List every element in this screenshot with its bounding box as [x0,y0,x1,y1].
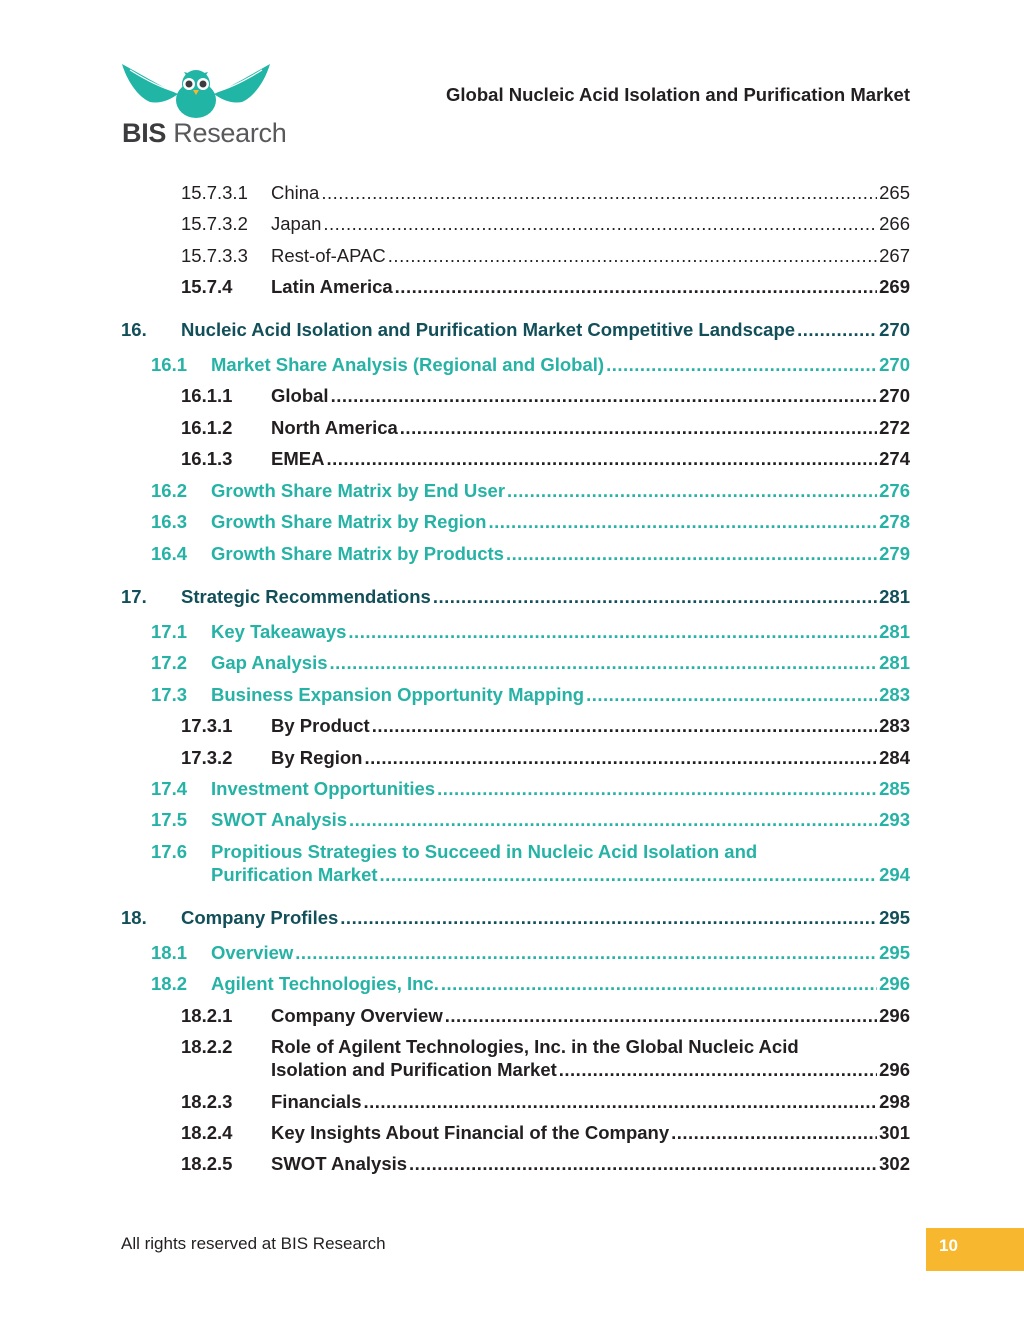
toc-entry-number: 16.2 [151,480,188,501]
dot-leader [671,1121,877,1145]
toc-entry[interactable] [0,840,1024,888]
toc-entry-page: 296 [879,1059,910,1080]
toc-entry-number: 15.7.4 [181,276,233,297]
toc-entry-number: 15.7.3.1 [181,182,248,203]
dot-leader [372,714,877,738]
toc-entry-title: China [271,182,320,203]
dot-leader [797,318,877,342]
toc-entry-number: 16.1.3 [181,448,233,469]
toc-entry-number: 17.3.1 [181,715,233,736]
toc-entry-page: 296 [879,973,910,994]
dot-leader [348,620,877,644]
dot-leader [388,244,877,268]
toc-entry-page: 265 [879,182,910,203]
toc-entry-page: 281 [879,586,910,607]
toc-entry[interactable] [0,416,1024,440]
toc-entry-title: Company Overview [271,1005,443,1026]
toc-entry-title: SWOT Analysis [211,809,348,830]
toc-entry-title: By Product [271,715,370,736]
toc-entry-number: 18.2.4 [181,1122,233,1143]
logo-wordmark: BIS Research [122,118,287,148]
toc-entry[interactable] [0,1152,1024,1176]
toc-entry-page: 295 [879,942,910,963]
toc-entry-number: 18.2.2 [181,1036,233,1057]
dot-leader [433,585,877,609]
toc-entry-title: Gap Analysis [211,652,328,673]
toc-entry-page: 270 [879,319,910,340]
toc-entry-page: 284 [879,747,910,768]
toc-entry-page: 298 [879,1091,910,1112]
dot-leader [437,777,877,801]
dot-leader [330,651,878,675]
toc-entry-title: North America [271,417,398,438]
dot-leader [395,275,877,299]
toc-entry-title: Global [271,385,329,406]
dot-leader [331,384,878,408]
toc-entry-number: 18.2.1 [181,1005,233,1026]
toc-entry-title: Financials [271,1091,362,1112]
toc-entry-title: Growth Share Matrix by Products [211,543,504,564]
toc-entry-page: 294 [879,864,910,885]
toc-entry-number: 16.1 [151,354,188,375]
toc-entry[interactable] [0,808,1024,832]
toc-entry-title: Company Profiles [181,907,339,928]
toc-entry-page: 285 [879,778,910,799]
toc-entry-page: 267 [879,245,910,266]
toc-entry-page: 295 [879,907,910,928]
toc-entry[interactable] [0,275,1024,299]
toc-entry[interactable] [0,585,1024,609]
toc-entry-number: 16.3 [151,511,188,532]
toc-entry-number: 15.7.3.3 [181,245,248,266]
toc-entry-number: 17.3 [151,684,188,705]
toc-entry[interactable] [0,447,1024,471]
toc-entry-number: 18.2.3 [181,1091,233,1112]
toc-entry-title: EMEA [271,448,325,469]
toc-entry-number: 17.6 [151,841,188,862]
dot-leader [349,808,877,832]
toc-entry[interactable] [0,972,1024,996]
toc-entry-number: 17.4 [151,778,188,799]
toc-entry[interactable] [0,746,1024,770]
footer-copyright: All rights reserved at BIS Research [121,1234,386,1253]
toc-entry[interactable] [0,777,1024,801]
toc-entry-title: Investment Opportunities [211,778,436,799]
toc-entry[interactable] [0,683,1024,707]
toc-entry[interactable] [0,941,1024,965]
dot-leader [409,1152,877,1176]
toc-entry[interactable] [0,510,1024,534]
toc-entry-number: 17. [121,586,147,607]
toc-entry-title: Key Insights About Financial of the Company [271,1122,670,1143]
toc-entry[interactable] [0,620,1024,644]
toc-entry-number: 16. [121,319,147,340]
dot-leader [606,353,877,377]
toc-entry-title-continued: Isolation and Purification Market [271,1059,557,1080]
dot-leader [363,1090,877,1114]
toc-entry-page: 274 [879,448,910,469]
dot-leader [380,863,878,887]
toc-entry[interactable] [0,1004,1024,1028]
toc-entry-title: Overview [211,942,294,963]
dot-leader [323,212,877,236]
toc-entry-page: 270 [879,385,910,406]
toc-entry[interactable] [0,1035,1024,1083]
dot-leader [506,542,877,566]
toc-entry-title-continued: Purification Market [211,864,378,885]
toc-entry-page: 293 [879,809,910,830]
toc-entry-title: Nucleic Acid Isolation and Purification Market Competitive Landscape [181,319,796,340]
dot-leader [321,181,877,205]
toc-entry-number: 16.4 [151,543,188,564]
toc-entry-page: 281 [879,621,910,642]
toc-entry-page: 301 [879,1122,910,1143]
toc-entry[interactable] [0,1090,1024,1114]
toc-entry-title: Key Takeaways [211,621,347,642]
dot-leader [489,510,878,534]
dot-leader [295,941,877,965]
toc-entry-title: Rest-of-APAC [271,245,386,266]
toc-entry-number: 16.1.1 [181,385,233,406]
toc-entry-page: 272 [879,417,910,438]
toc-entry[interactable] [0,181,1024,205]
toc-entry-page: 283 [879,684,910,705]
toc-entry-title: Latin America [271,276,393,297]
toc-entry-title: Business Expansion Opportunity Mapping [211,684,585,705]
toc-entry-title: By Region [271,747,363,768]
toc-entry[interactable] [0,318,1024,342]
toc-entry-page: 281 [879,652,910,673]
toc-entry[interactable] [0,353,1024,377]
toc-entry[interactable] [0,244,1024,268]
toc-entry-page: 270 [879,354,910,375]
toc-entry-page: 269 [879,276,910,297]
toc-entry[interactable] [0,542,1024,566]
page-number-badge: 10 [926,1228,1024,1271]
toc-entry-title: Role of Agilent Technologies, Inc. in the Global Nucleic Acid [271,1036,799,1057]
toc-entry-number: 16.1.2 [181,417,233,438]
toc-entry-title: SWOT Analysis [271,1153,408,1174]
toc-entry[interactable] [0,384,1024,408]
dot-leader [445,1004,877,1028]
toc-entry-title: Growth Share Matrix by Region [211,511,487,532]
dot-leader [340,906,877,930]
toc-entry-title: Strategic Recommendations [181,586,431,607]
toc-entry-number: 17.1 [151,621,188,642]
toc-entry-title: Japan [271,213,322,234]
document-title: Global Nucleic Acid Isolation and Purification Market [446,84,910,105]
toc-entry-page: 278 [879,511,910,532]
dot-leader [559,1058,877,1082]
toc-entry[interactable] [0,479,1024,503]
toc-entry-number: 17.3.2 [181,747,233,768]
toc-entry-number: 15.7.3.2 [181,213,248,234]
dot-leader [586,683,877,707]
toc-entry-page: 296 [879,1005,910,1026]
toc-entry-number: 17.5 [151,809,188,830]
dot-leader [400,416,877,440]
toc-entry-page: 276 [879,480,910,501]
toc-entry-page: 266 [879,213,910,234]
toc-entry-title: Market Share Analysis (Regional and Global) [211,354,605,375]
dot-leader [507,479,877,503]
toc-entry-title: Agilent Technologies, Inc. [211,973,439,994]
toc-entry-page: 302 [879,1153,910,1174]
toc-entry[interactable] [0,1121,1024,1145]
toc-entry[interactable] [0,906,1024,930]
toc-entry-number: 18.2 [151,973,188,994]
toc-entry-number: 18.2.5 [181,1153,233,1174]
toc-entry[interactable] [0,714,1024,738]
dot-leader [364,746,877,770]
toc-entry-title: Propitious Strategies to Succeed in Nucleic Acid Isolation and [211,841,758,862]
dot-leader [326,447,877,471]
toc-entry-page: 279 [879,543,910,564]
toc-entry[interactable] [0,651,1024,675]
dot-leader [441,972,877,996]
toc-entry[interactable] [0,212,1024,236]
toc-entry-number: 18. [121,907,147,928]
toc-entry-number: 17.2 [151,652,188,673]
toc-entry-page: 283 [879,715,910,736]
toc-entry-title: Growth Share Matrix by End User [211,480,506,501]
toc-entry-number: 18.1 [151,942,188,963]
